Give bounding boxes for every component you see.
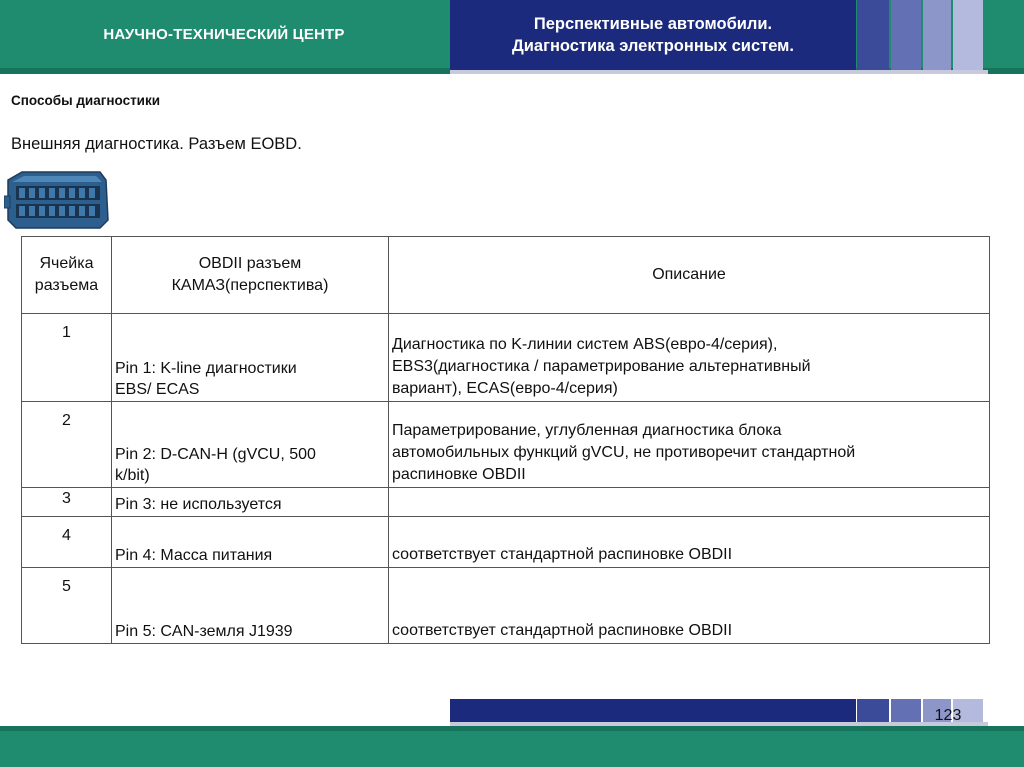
pin-description [389, 402, 990, 488]
page-number: 123 [934, 707, 962, 724]
pin-description [389, 314, 990, 402]
header-description-cell: Описание [389, 237, 990, 314]
table-row [22, 488, 990, 517]
pin-number: 1 [22, 314, 112, 402]
header-stripe-3 [923, 0, 951, 70]
pin-description-line: автомобильных функций gVCU, не противоречит стандартной [392, 444, 856, 461]
footer-green-bar [0, 726, 1024, 767]
footer-navy-bar [450, 699, 856, 722]
table-row [22, 568, 990, 644]
pin-name-line: Pin 3: не используется [115, 496, 282, 513]
pin-name-line: Pin 2: D-CAN-H (gVCU, 500 [115, 446, 316, 463]
table-header-row [22, 237, 990, 314]
pin-number: 5 [22, 568, 112, 644]
header-connector-line-2: КАМАЗ(перспектива) [171, 277, 329, 294]
organization-title: НАУЧНО-ТЕХНИЧЕСКИЙ ЦЕНТР [103, 25, 345, 43]
presentation-title-line-1: Перспективные автомобили. [533, 15, 773, 33]
pin-name [112, 488, 389, 517]
table-row [22, 314, 990, 402]
table-row [22, 402, 990, 488]
pinout-table-container [21, 236, 990, 644]
pin-description-line: вариант), ECAS(евро-4/серия) [392, 380, 618, 397]
pin-description [389, 517, 990, 568]
pin-description [389, 488, 990, 517]
header-stripe-1 [857, 0, 889, 70]
pin-description-line: EBS3(диагностика / параметрирование альтернативный [392, 358, 811, 375]
header-pin-line-2: разъема [34, 277, 99, 294]
pinout-table [21, 236, 990, 644]
pin-name-line: k/bit) [115, 467, 150, 484]
slide-subtitle: Внешняя диагностика. Разъем EOBD. [11, 135, 302, 153]
footer-green-top-line [0, 726, 1024, 731]
pin-number: 3 [22, 488, 112, 517]
pin-name-line: Pin 1: K-line диагностики [115, 360, 297, 377]
header-pin-line-1: Ячейка [39, 255, 94, 272]
pin-description-line: соответствует стандартной распиновке OBDII [392, 546, 733, 563]
pin-name [112, 517, 389, 568]
pin-number: 2 [22, 402, 112, 488]
header-gray-line [450, 70, 988, 74]
pin-number: 4 [22, 517, 112, 568]
pin-name-line: Pin 4: Масса питания [115, 547, 273, 564]
pin-name [112, 568, 389, 644]
obd-connector-icon [4, 168, 110, 232]
presentation-title [450, 0, 856, 70]
header-connector-line-1: OBDII разъем [198, 255, 302, 272]
pin-name [112, 402, 389, 488]
pin-description-line: распиновке OBDII [392, 466, 526, 483]
pin-name-line: EBS/ ECAS [115, 381, 200, 398]
pin-description [389, 568, 990, 644]
header-pin-cell [22, 237, 112, 314]
pin-description-line: Диагностика по K-линии систем ABS(евро-4/серия), [392, 336, 778, 353]
section-label: Способы диагностики [11, 93, 161, 108]
pin-description-line: Параметрирование, углубленная диагностика блока [392, 422, 782, 439]
header-stripe-2 [891, 0, 921, 70]
footer-stripe-1 [857, 699, 889, 722]
table-row [22, 517, 990, 568]
pin-name [112, 314, 389, 402]
header-connector-cell [112, 237, 389, 314]
footer-stripe-2 [891, 699, 921, 722]
presentation-title-line-2: Диагностика электронных систем. [512, 37, 794, 55]
header-stripe-4 [953, 0, 983, 70]
pin-description-line: соответствует стандартной распиновке OBDII [392, 622, 733, 639]
pin-name-line: Pin 5: CAN-земля J1939 [115, 623, 293, 640]
